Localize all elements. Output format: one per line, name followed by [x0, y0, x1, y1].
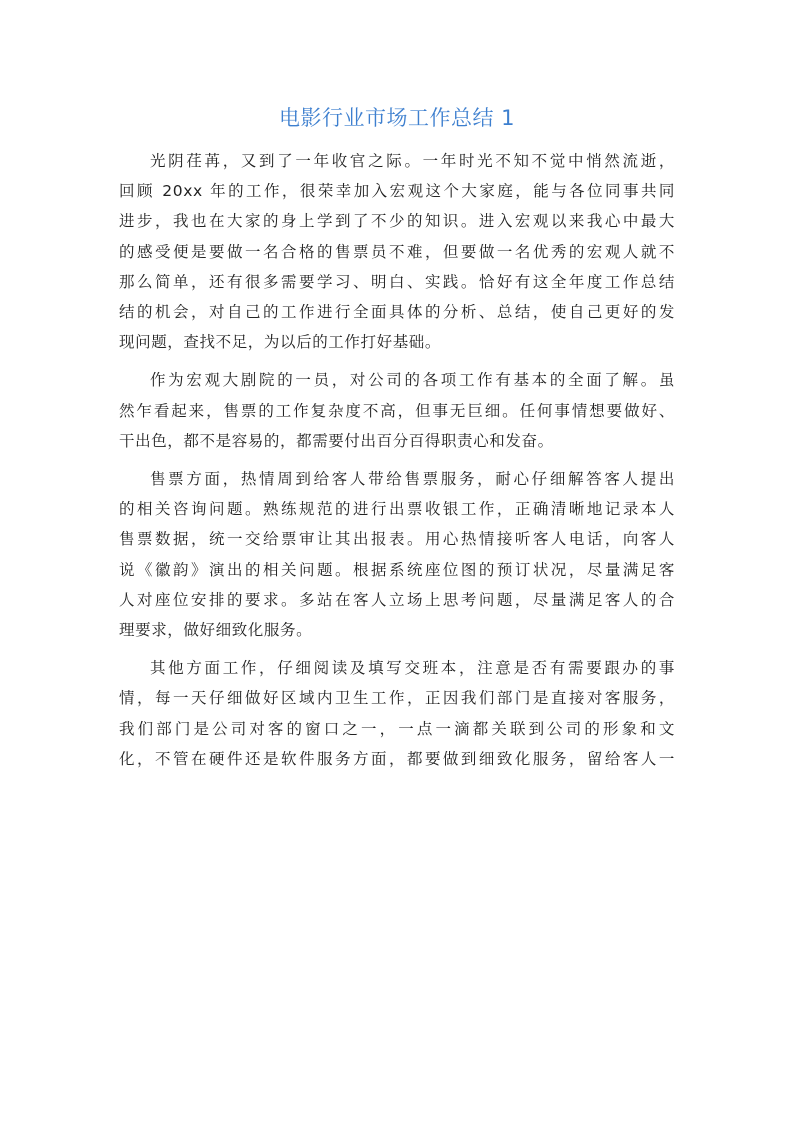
paragraph-2 [119, 365, 675, 456]
text-line: 光阴荏苒，又到了一年收官之际。一年时光不知不觉中悄然流逝， [150, 152, 675, 170]
text-line: 化，不管在硬件还是软件服务方面，都要做到细致化服务，留给客人一 [119, 749, 675, 768]
text-line: 那么简单，还有很多需要学习、明白、实践。恰好有这全年度工作总结 [119, 272, 675, 291]
text-line: 说《徽韵》演出的相关问题。根据系统座位图的预订状况，尽量满足客 [119, 560, 675, 579]
text-line: 然乍看起来，售票的工作复杂度不高，但事无巨细。任何事情想要做好、 [119, 401, 675, 420]
paragraph-3 [119, 464, 675, 645]
text-line: 售票方面，热情周到给客人带给售票服务，耐心仔细解答客人提出 [150, 470, 675, 489]
paragraph-4 [119, 653, 675, 774]
text-line: 人对座位安排的要求。多站在客人立场上思考问题，尽量满足客人的合 [119, 590, 675, 609]
text-line: 结的机会，对自己的工作进行全面具体的分析、总结，使自己更好的发 [119, 303, 675, 322]
text-line: 我们部门是公司对客的窗口之一，一点一滴都关联到公司的形象和文 [119, 719, 675, 738]
document-title: 电影行业市场工作总结 1 [278, 106, 516, 130]
text-line: 回顾 20xx 年的工作，很荣幸加入宏观这个大家庭，能与各位同事共同 [119, 182, 675, 201]
text-line: 的相关咨询问题。熟练规范的进行出票收银工作，正确清晰地记录本人 [119, 500, 675, 519]
text-line: 进步，我也在大家的身上学到了不少的知识。进入宏观以来我心中最大 [119, 212, 675, 231]
document-body [119, 146, 675, 774]
text-line: 干出色，都不是容易的，都需要付出百分百得职责心和发奋。 [119, 431, 554, 450]
text-line: 现问题，查找不足，为以后的工作打好基础。 [119, 333, 442, 352]
text-line: 情，每一天仔细做好区域内卫生工作，正因我们部门是直接对客服务， [119, 689, 675, 708]
text-line: 作为宏观大剧院的一员，对公司的各项工作有基本的全面了解。虽 [150, 371, 675, 390]
paragraph-1 [119, 146, 675, 357]
text-line: 的感受便是要做一名合格的售票员不难，但要做一名优秀的宏观人就不 [119, 242, 675, 261]
text-line: 售票数据，统一交给票审让其出报表。用心热情接听客人电话，向客人 [119, 530, 675, 549]
text-line: 其他方面工作，仔细阅读及填写交班本，注意是否有需要跟办的事 [150, 659, 675, 678]
text-line: 理要求，做好细致化服务。 [119, 621, 313, 640]
